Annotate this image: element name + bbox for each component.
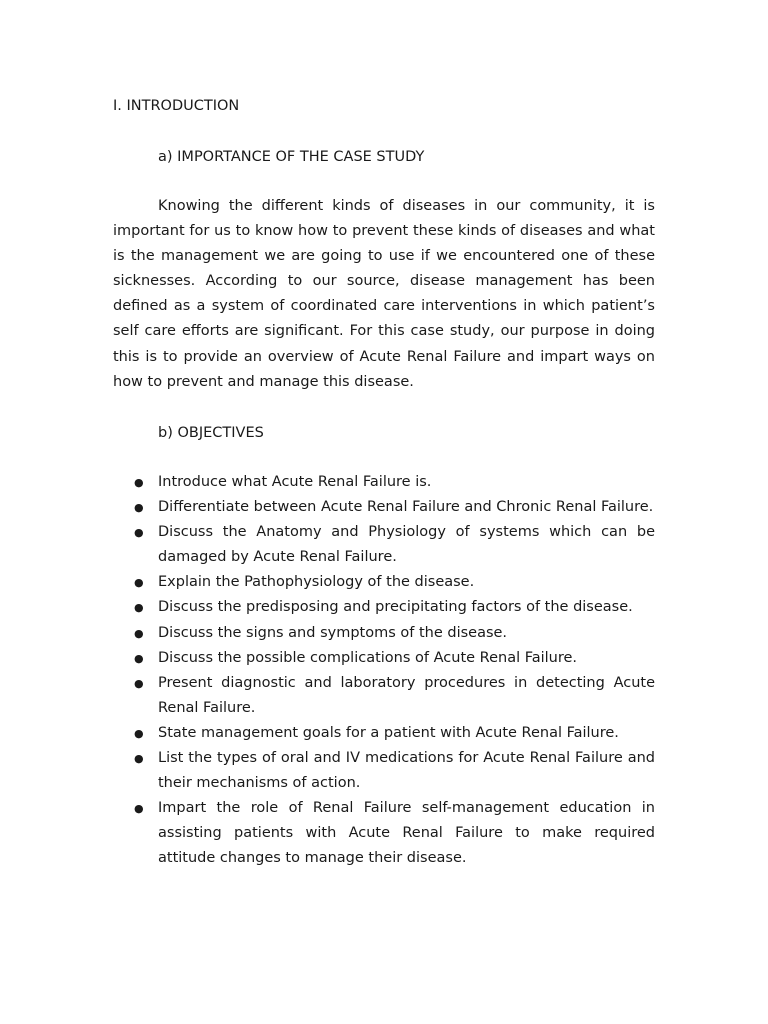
objective-item [113,796,655,871]
objective-item [113,520,655,570]
objective-text: Present diagnostic and laboratory procedures in detecting Acute Renal Failure. [158,674,655,716]
bullet-icon: ● [134,501,144,515]
objective-text: Explain the Pathophysiology of the disease. [158,574,475,591]
bullet-icon: ● [134,726,144,740]
objectives-heading: b) OBJECTIVES [158,425,264,441]
objective-item [113,621,655,646]
objectives-list [113,470,655,872]
objective-text: Discuss the predisposing and precipitating factors of the disease. [158,599,633,616]
objective-item [113,671,655,721]
objective-text: Impart the role of Renal Failure self-management education in assisting patients with Acute Renal Failure to make required attitude changes to manage their disease. [158,800,655,867]
objective-item [113,721,655,746]
objective-item [113,746,655,796]
importance-heading: a) IMPORTANCE OF THE CASE STUDY [158,149,425,165]
objective-text: State management goals for a patient with Acute Renal Failure. [158,724,619,741]
importance-paragraph: Knowing the different kinds of diseases in our community, it is important for us to know how to prevent these kinds of diseases and what is the management we are going to use if we encountered one of these sicknesses. According to our source, disease management has been defined as a system of coordinated care interventions in which patient’s self care efforts are significant. For this case study, our purpose in doing this is to provide an overview of Acute Renal Failure and impart ways on how to prevent and manage this disease. [113,198,655,390]
bullet-icon: ● [134,752,144,766]
bullet-icon: ● [134,651,144,665]
bullet-icon: ● [134,526,144,540]
objective-item [113,646,655,671]
bullet-icon: ● [134,802,144,816]
objective-text: Discuss the signs and symptoms of the disease. [158,624,508,641]
objective-item [113,595,655,620]
objective-text: Differentiate between Acute Renal Failure and Chronic Renal Failure. [158,499,654,516]
bullet-icon: ● [134,676,144,690]
objective-text: Discuss the possible complications of Acute Renal Failure. [158,649,578,666]
section-title: I. INTRODUCTION [113,98,240,114]
objective-text: Introduce what Acute Renal Failure is. [158,474,432,490]
bullet-icon: ● [134,626,144,640]
objective-item [113,570,655,595]
objective-text: List the types of oral and IV medications for Acute Renal Failure and their mechanisms of action. [158,750,655,792]
bullet-icon: ● [134,576,144,590]
objective-text: Discuss the Anatomy and Physiology of systems which can be damaged by Acute Renal Failure. [158,524,655,566]
objective-item [113,470,655,495]
bullet-icon: ● [134,601,144,615]
objective-item [113,495,655,520]
bullet-icon: ● [134,476,144,489]
